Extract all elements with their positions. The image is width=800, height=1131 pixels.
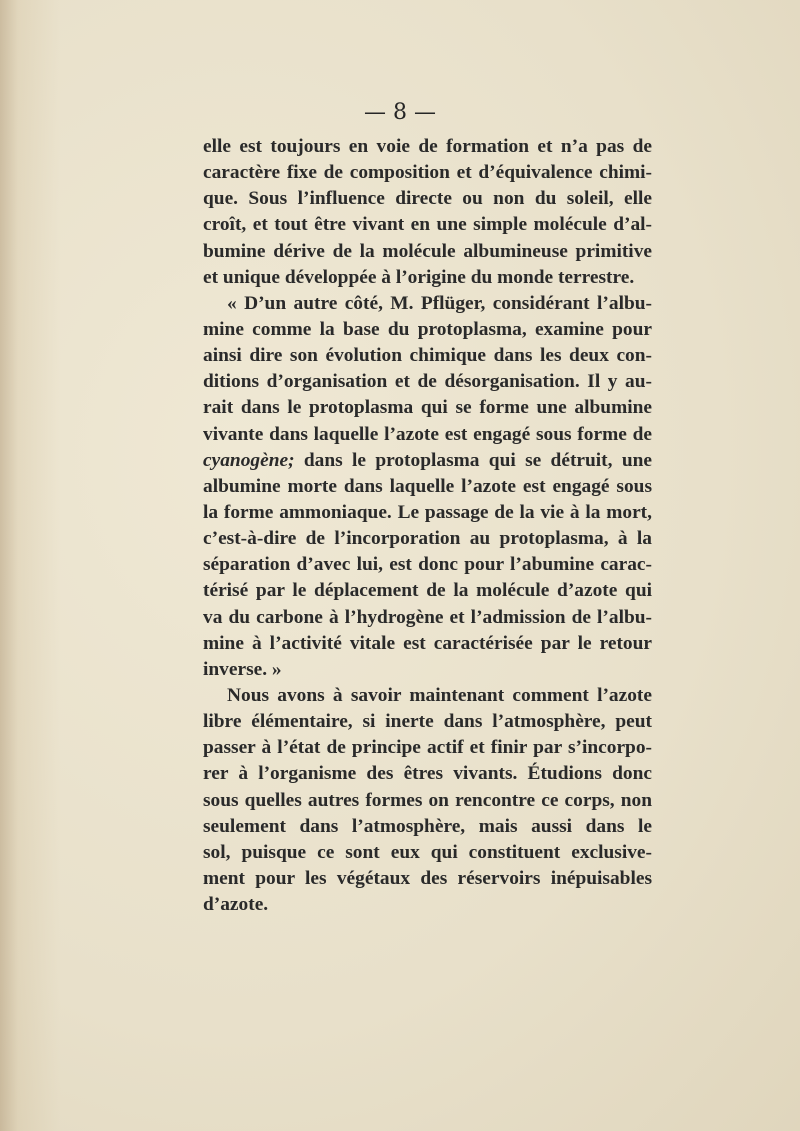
text-line: albumine morte dans laquelle l’azote est engagé sous <box>203 475 652 497</box>
text-line: ainsi dire son évolution chimique dans les deux con- <box>203 345 652 367</box>
italic-term: cyanogène; <box>203 449 295 471</box>
text-line: et unique développée à l’origine du monde terrestre. <box>203 266 635 288</box>
text-line: passer à l’état de principe actif et finir par s’incorpo- <box>203 737 652 759</box>
text-line: rer à l’organisme des êtres vivants. Étudions donc <box>203 763 652 785</box>
text-line: rait dans le protoplasma qui se forme une albumine <box>203 397 652 419</box>
text-line: sous quelles autres formes on rencontre ce corps, non <box>203 789 652 811</box>
text-line: ditions d’organisation et de désorganisation. Il y au- <box>203 371 652 393</box>
text-fragment: dans le protoplasma qui se détruit, une <box>294 449 652 471</box>
text-line: Nous avons à savoir maintenant comment l’azote <box>227 684 652 706</box>
text-line: bumine dérive de la molécule albumineuse primitive <box>203 240 652 262</box>
text-line: ment pour les végétaux des réservoirs inépuisables <box>203 867 652 889</box>
text-line: inverse. » <box>203 658 282 680</box>
text-line: c’est-à-dire de l’incorporation au protoplasma, à la <box>203 528 652 550</box>
text-line: elle est toujours en voie de formation et n’a pas de <box>203 136 652 157</box>
text-line: la forme ammoniaque. Le passage de la vie à la mort, <box>203 501 652 523</box>
text-line: térisé par le déplacement de la molécule d’azote qui <box>203 580 652 602</box>
text-line: sol, puisque ce sont eux qui constituent exclusive- <box>203 841 652 863</box>
text-line: d’azote. <box>203 894 269 916</box>
text-line: que. Sous l’influence directe ou non du soleil, elle <box>203 188 652 210</box>
text-line: séparation d’avec lui, est donc pour l’abumine carac- <box>203 554 652 576</box>
text-line: va du carbone à l’hydrogène et l’admission de l’albu- <box>203 606 652 628</box>
text-line: libre élémentaire, si inerte dans l’atmosphère, peut <box>203 711 652 733</box>
text-line: seulement dans l’atmosphère, mais aussi dans le <box>203 815 652 837</box>
text-line: mine à l’activité vitale est caractérisée par le retour <box>203 632 652 654</box>
text-line: « D’un autre côté, M. Pflüger, considérant l’albu- <box>227 292 652 314</box>
text-line: croît, et tout être vivant en une simple molécule d’al- <box>203 214 652 236</box>
text-line-mixed <box>203 448 652 474</box>
text-line: mine comme la base du protoplasma, examine pour <box>203 318 652 340</box>
text-line: caractère fixe de composition et d’équivalence chimi- <box>203 162 652 184</box>
text-line: vivante dans laquelle l’azote est engagé sous forme de <box>203 423 652 445</box>
page-number: — 8 — <box>364 100 436 125</box>
body-text <box>203 134 652 918</box>
